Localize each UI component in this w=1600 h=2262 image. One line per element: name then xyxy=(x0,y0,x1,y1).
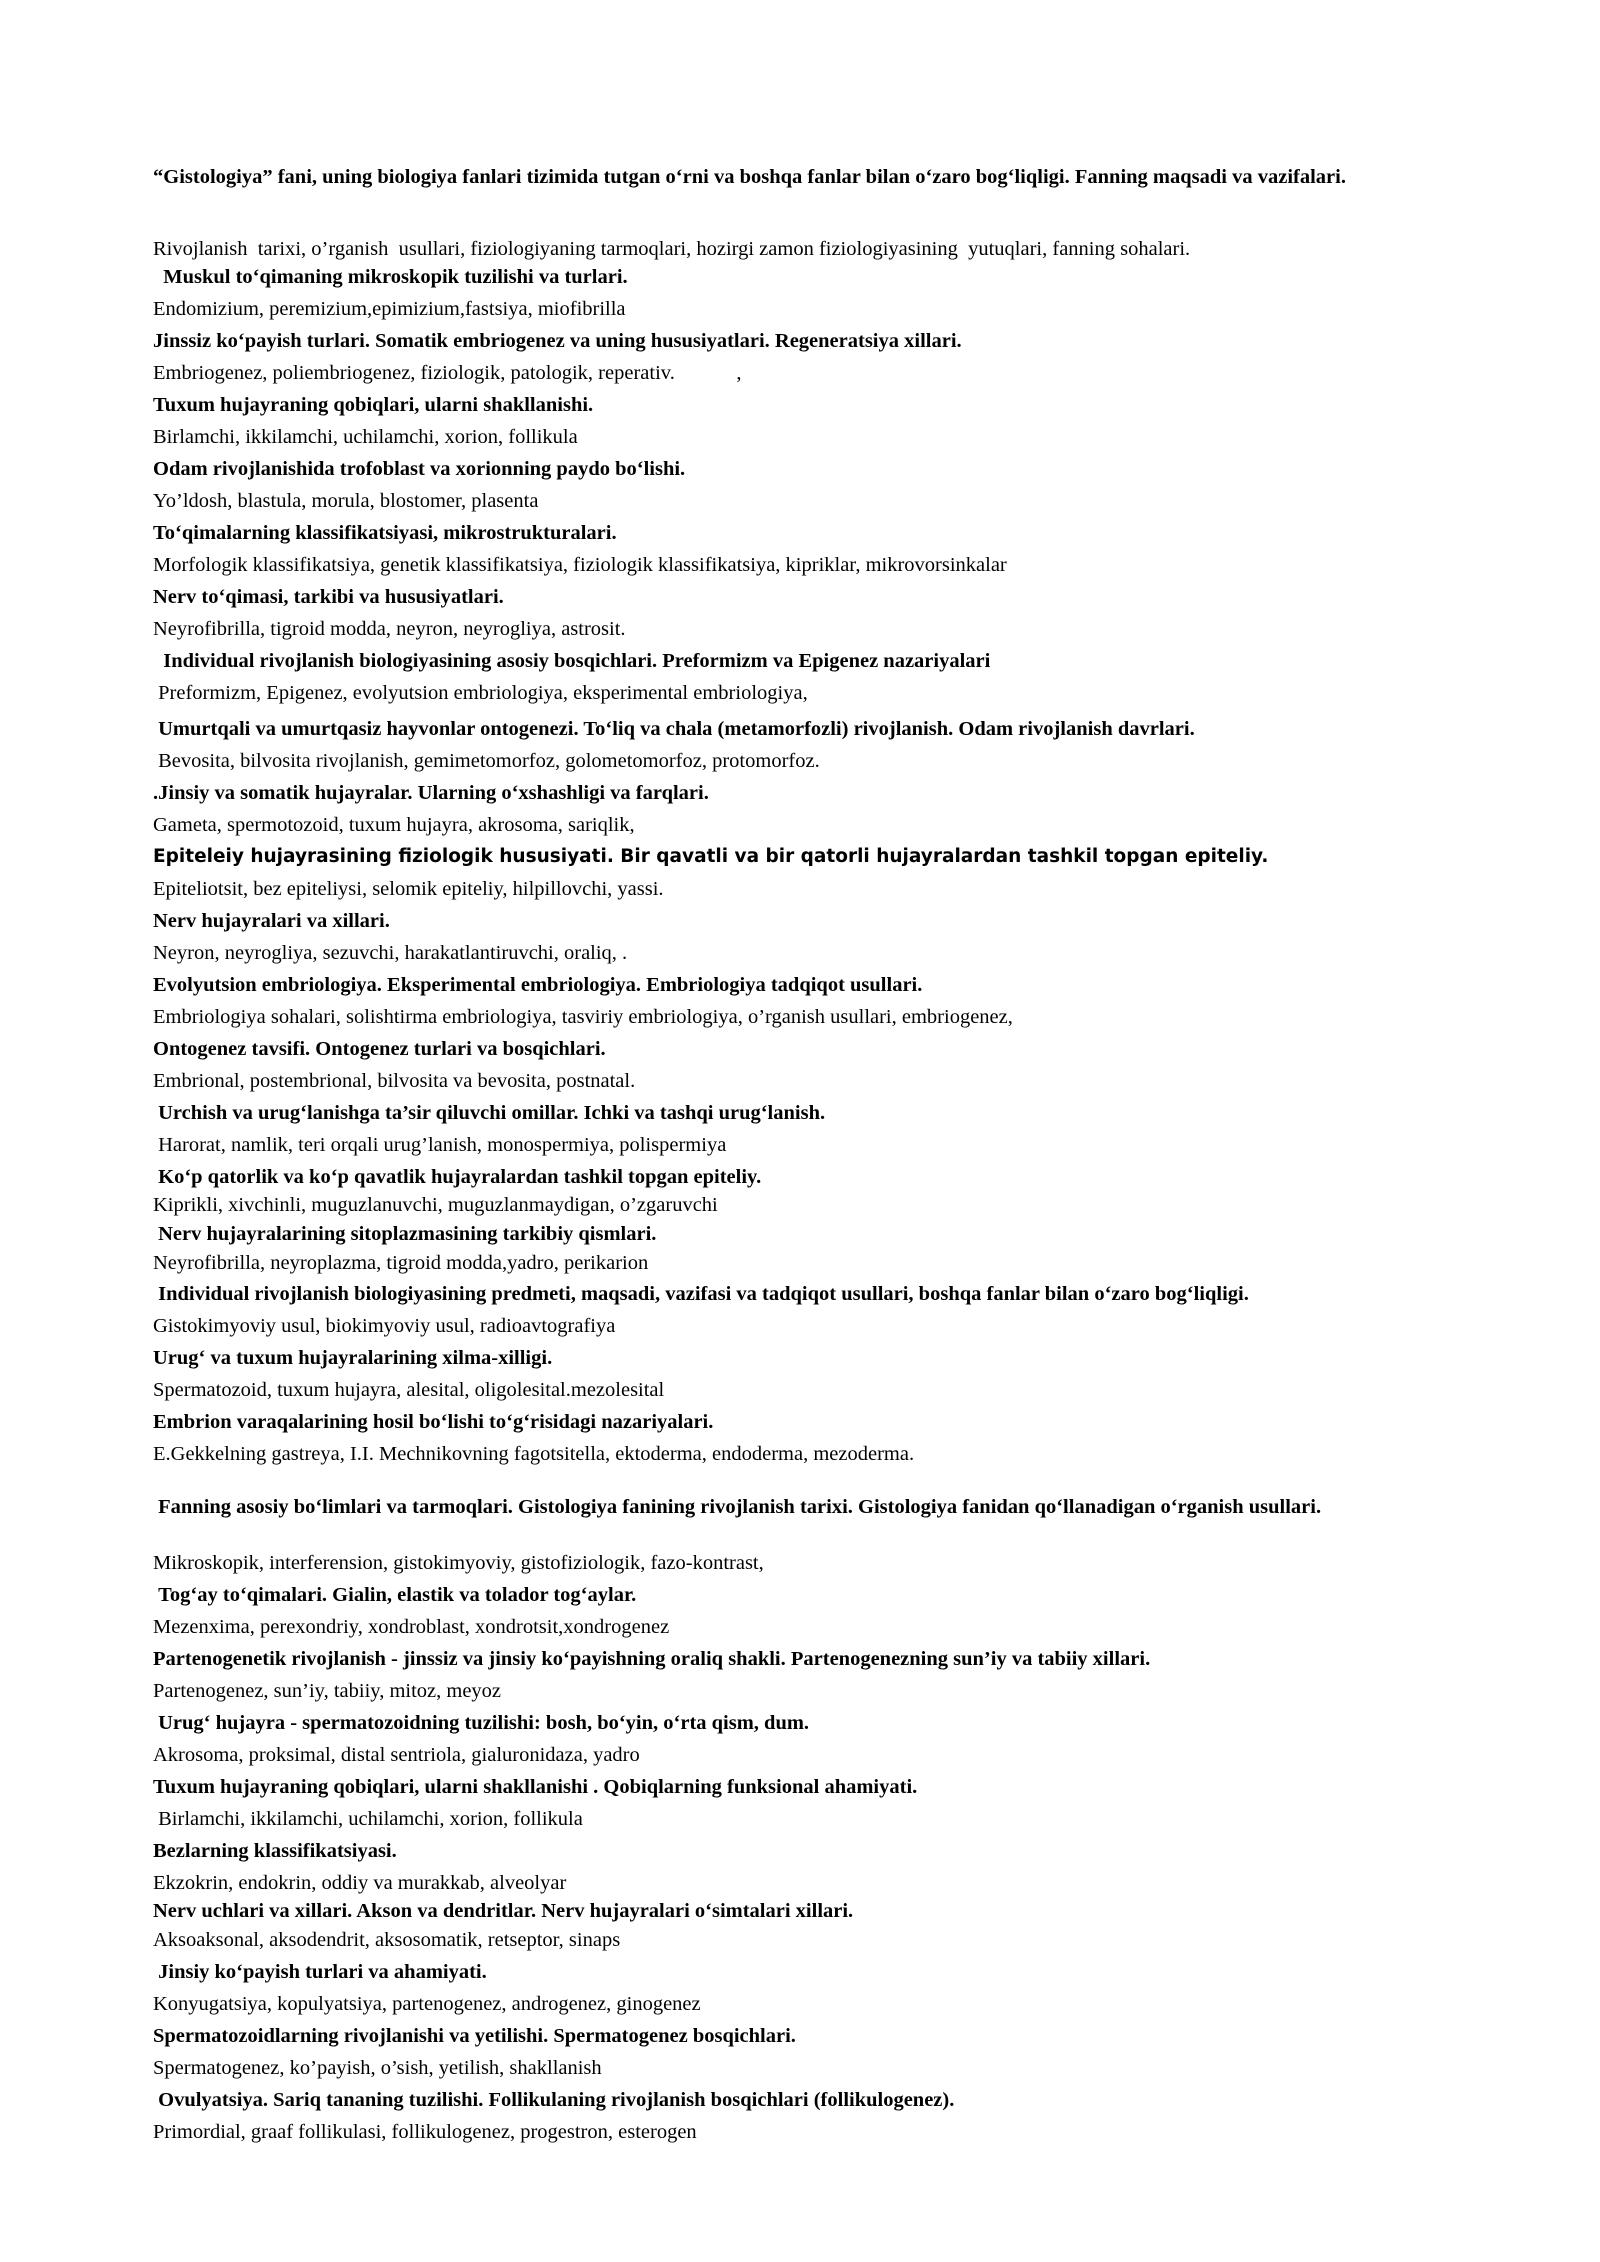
keywords-line: Gameta, spermotozoid, tuxum hujayra, akrosoma, sariqlik, xyxy=(153,814,635,836)
topic-heading: Jinsiy ko‘payish turlari va ahamiyati. xyxy=(153,1961,487,1983)
topic-heading: Embrion varaqalarining hosil bo‘lishi to‘g‘risidagi nazariyalari. xyxy=(153,1411,714,1433)
topic-heading: Epiteleiy hujayrasining fiziologik hususiyati. Bir qavatli va bir qatorli hujayralardan tashkil topgan epiteliy. xyxy=(153,846,1269,867)
keywords-line: Neyron, neyrogliya, sezuvchi, harakatlantiruvchi, oraliq, . xyxy=(153,942,628,964)
topic-heading: Partenogenetik rivojlanish - jinssiz va jinsiy ko‘payishning oraliq shakli. Partenogenezning sun’iy va tabiiy xillari. xyxy=(153,1648,1151,1670)
topic-heading: Nerv hujayralari va xillari. xyxy=(153,910,390,932)
keywords-line: Spermatozoid, tuxum hujayra, alesital, oligolesital.mezolesital xyxy=(153,1379,665,1401)
topic-heading: Tuxum hujayraning qobiqlari, ularni shakllanishi. xyxy=(153,394,594,416)
topic-heading: Odam rivojlanishida trofoblast va xorionning paydo bo‘lishi. xyxy=(153,458,686,480)
keywords-line: Birlamchi, ikkilamchi, uchilamchi, xorion, follikula xyxy=(153,1808,583,1830)
topic-heading: Nerv uchlari va xillari. Akson va dendritlar. Nerv hujayralari o‘simtalari xillari. xyxy=(153,1900,854,1922)
keywords-line: Mezenxima, perexondriy, xondroblast, xondrotsit,xondrogenez xyxy=(153,1616,670,1638)
topic-heading: “Gistologiya” fani, uning biologiya fanlari tizimida tutgan o‘rni va boshqa fanlar bilan o‘zaro bog‘liqligi. Fanning maqsadi va vazifalari. xyxy=(153,166,1346,188)
keywords-line: Harorat, namlik, teri orqali urug’lanish, monospermiya, polispermiya xyxy=(153,1134,727,1156)
keywords-line: Birlamchi, ikkilamchi, uchilamchi, xorion, follikula xyxy=(153,426,578,448)
topic-heading: Spermatozoidlarning rivojlanishi va yetilishi. Spermatogenez bosqichlari. xyxy=(153,2025,796,2047)
keywords-line: Bevosita, bilvosita rivojlanish, gemimetomorfoz, golometomorfoz, protomorfoz. xyxy=(153,750,820,772)
topic-heading: Fanning asosiy bo‘limlari va tarmoqlari. Gistologiya fanining rivojlanish tarixi. Gistologiya fanidan qo‘llanadigan o‘rganish usullari. xyxy=(153,1496,1322,1518)
keywords-line: Preformizm, Epigenez, evolyutsion embriologiya, eksperimental embriologiya, xyxy=(153,682,808,704)
keywords-line: Morfologik klassifikatsiya, genetik klassifikatsiya, fiziologik klassifikatsiya, kipriklar, mikrovorsinkalar xyxy=(153,554,1007,576)
topic-heading: Urchish va urug‘lanishga ta’sir qiluvchi omillar. Ichki va tashqi urug‘lanish. xyxy=(153,1102,826,1124)
topic-heading: Evolyutsion embriologiya. Eksperimental embriologiya. Embriologiya tadqiqot usullari. xyxy=(153,974,923,996)
keywords-line: Embriogenez, poliembriogenez, fiziologik, patologik, reperativ. , xyxy=(153,362,742,384)
topic-heading: To‘qimalarning klassifikatsiyasi, mikrostrukturalari. xyxy=(153,522,617,544)
topic-heading: Nerv hujayralarining sitoplazmasining tarkibiy qismlari. xyxy=(153,1223,657,1245)
topic-heading: Nerv to‘qimasi, tarkibi va hususiyatlari. xyxy=(153,586,504,608)
keywords-line: Yo’ldosh, blastula, morula, blostomer, plasenta xyxy=(153,490,539,512)
keywords-line: Partenogenez, sun’iy, tabiiy, mitoz, meyoz xyxy=(153,1680,502,1702)
keywords-line: Gistokimyoviy usul, biokimyoviy usul, radioavtografiya xyxy=(153,1315,616,1337)
topic-heading: Individual rivojlanish biologiyasining predmeti, maqsadi, vazifasi va tadqiqot usullari, boshqa fanlar bilan o‘zaro bog‘liqligi. xyxy=(153,1283,1249,1305)
keywords-line: Spermatogenez, ko’payish, o’sish, yetilish, shakllanish xyxy=(153,2057,602,2079)
topic-heading: Ovulyatsiya. Sariq tananing tuzilishi. Follikulaning rivojlanish bosqichlari (follikulogenez). xyxy=(153,2089,955,2111)
keywords-line: Mikroskopik, interferension, gistokimyoviy, gistofiziologik, fazo-kontrast, xyxy=(153,1552,764,1574)
keywords-line: Primordial, graaf follikulasi, follikulogenez, progestron, esterogen xyxy=(153,2121,697,2143)
topic-heading: Individual rivojlanish biologiyasining asosiy bosqichlari. Preformizm va Epigenez nazariyalari xyxy=(153,650,991,672)
topic-heading: Bezlarning klassifikatsiyasi. xyxy=(153,1840,397,1862)
keywords-line: Epiteliotsit, bez epiteliysi, selomik epiteliy, hilpillovchi, yassi. xyxy=(153,878,664,900)
keywords-line: Embrional, postembrional, bilvosita va bevosita, postnatal. xyxy=(153,1070,636,1092)
keywords-line: Embriologiya sohalari, solishtirma embriologiya, tasviriy embriologiya, o’rganish usullari, embriogenez, xyxy=(153,1006,1013,1028)
keywords-line: Endomizium, peremizium,epimizium,fastsiya, miofibrilla xyxy=(153,298,626,320)
topic-heading: .Jinsiy va somatik hujayralar. Ularning o‘xshashligi va farqlari. xyxy=(153,782,709,804)
topic-heading: Tuxum hujayraning qobiqlari, ularni shakllanishi . Qobiqlarning funksional ahamiyati. xyxy=(153,1776,918,1798)
keywords-line: Akrosoma, proksimal, distal sentriola, gialuronidaza, yadro xyxy=(153,1744,640,1766)
topic-heading: Ko‘p qatorlik va ko‘p qavatlik hujayralardan tashkil topgan epiteliy. xyxy=(153,1166,762,1188)
topic-heading: Urug‘ va tuxum hujayralarining xilma-xilligi. xyxy=(153,1347,553,1369)
topic-heading: Urug‘ hujayra - spermatozoidning tuzilishi: bosh, bo‘yin, o‘rta qism, dum. xyxy=(153,1712,810,1734)
keywords-line: Aksoaksonal, aksodendrit, aksosomatik, retseptor, sinaps xyxy=(153,1929,621,1951)
keywords-line: E.Gekkelning gastreya, I.I. Mechnikovning fagotsitella, ektoderma, endoderma, mezoderma. xyxy=(153,1443,915,1465)
keywords-line: Kiprikli, xivchinli, muguzlanuvchi, muguzlanmaydigan, o’zgaruvchi xyxy=(153,1194,718,1216)
keywords-line: Rivojlanish tarixi, o’rganish usullari, fiziologiyaning tarmoqlari, hozirgi zamon fiziologiyasining yutuqlari, fanning sohalari. xyxy=(153,238,1191,260)
keywords-line: Konyugatsiya, kopulyatsiya, partenogenez, androgenez, ginogenez xyxy=(153,1993,701,2015)
topic-heading: Ontogenez tavsifi. Ontogenez turlari va bosqichlari. xyxy=(153,1038,606,1060)
topic-heading: Umurtqali va umurtqasiz hayvonlar ontogenezi. To‘liq va chala (metamorfozli) rivojlanish. Odam rivojlanish davrlari. xyxy=(153,718,1195,740)
keywords-line: Neyrofibrilla, neyroplazma, tigroid modda,yadro, perikarion xyxy=(153,1252,649,1274)
topic-heading: Tog‘ay to‘qimalari. Gialin, elastik va tolador tog‘aylar. xyxy=(153,1584,637,1606)
topic-heading: Jinssiz ko‘payish turlari. Somatik embriogenez va uning hususiyatlari. Regeneratsiya xillari. xyxy=(153,330,962,352)
topic-heading: Muskul to‘qimaning mikroskopik tuzilishi va turlari. xyxy=(153,266,628,288)
keywords-line: Neyrofibrilla, tigroid modda, neyron, neyrogliya, astrosit. xyxy=(153,618,626,640)
keywords-line: Ekzokrin, endokrin, oddiy va murakkab, alveolyar xyxy=(153,1872,567,1894)
